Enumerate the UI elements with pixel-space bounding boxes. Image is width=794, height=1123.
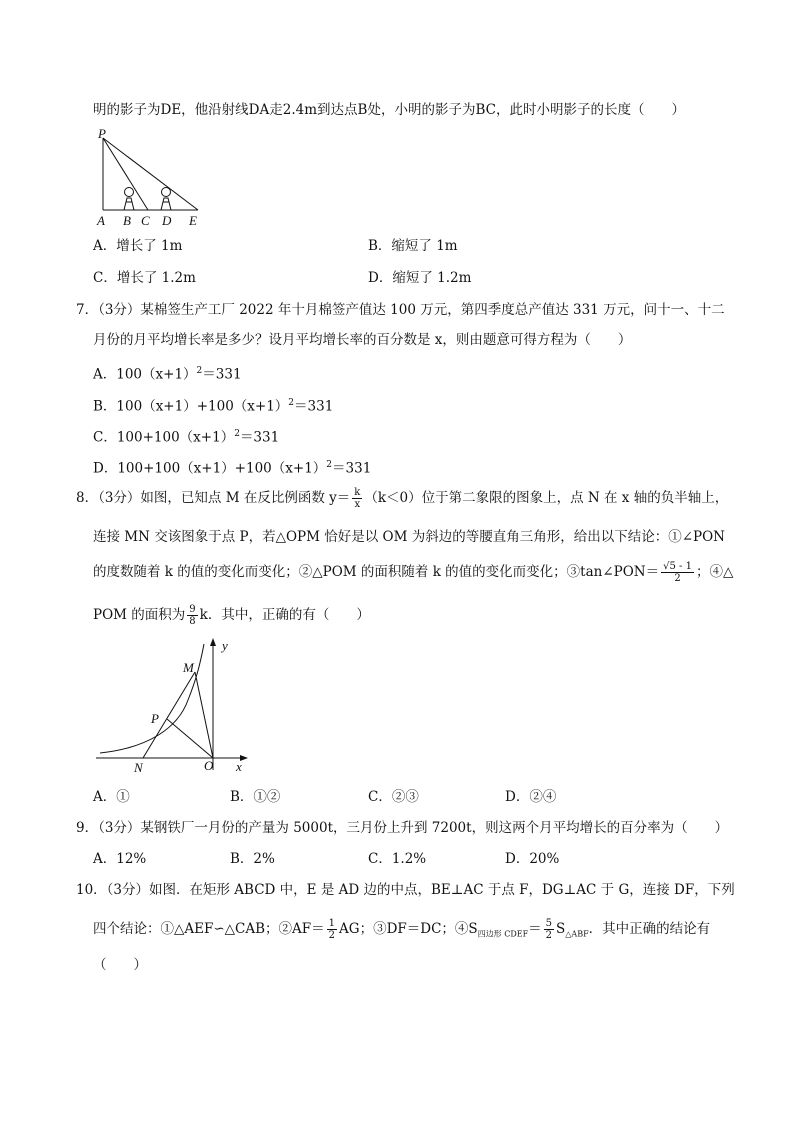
q9-option-b[interactable]: B．2%	[230, 851, 275, 867]
q10-line1: 10．（3分）如图．在矩形 ABCD 中，E 是 AD 边的中点，BE⊥AC 于点 F，DG⊥AC 于 G，连接 DF，下列	[76, 882, 735, 898]
q10-line2: 四个结论：①△AEF∽△CAB；②AF＝ $\frac{1}{2}$ AG；③DF＝DC；$④S_{四边形 CDEF}=$ $\frac{5}{2}$ $S_{\triangle ABF}$．其中正确的结论有	[93, 918, 711, 941]
q6-option-d[interactable]: D．缩短了 1.2m	[368, 270, 472, 286]
fig6-label-B: B	[123, 213, 131, 228]
fig8-label-M: M	[183, 660, 194, 675]
q8-line3: 的度数随着 k 的值的变化而变化；②△POM 的面积随着 k 的值的变化而变化；③tan∠PON＝ $\frac{√5 - 1}{2}$ ；④△	[93, 561, 734, 584]
q6-option-b[interactable]: B．缩短了 1m	[368, 238, 458, 254]
q8-option-d[interactable]: D．②④	[505, 789, 557, 805]
q6-option-a[interactable]: A．增长了 1m	[93, 238, 183, 254]
frac-9-over-8: $\frac{9}{8}$	[189, 604, 196, 627]
fig8-label-O: O	[204, 758, 214, 773]
fig6-label-A: A	[97, 213, 105, 228]
frac-k-over-x: $\frac{k}{x}$	[354, 487, 361, 510]
fig6-label-C: C	[141, 213, 150, 228]
q9-option-a[interactable]: A．12%	[93, 851, 147, 867]
q7-option-b[interactable]: B．$100(x+1)+100(x+1)^2=331$	[93, 398, 334, 415]
q8-line4: POM 的面积为 $\frac{9}{8}$ k．其中，正确的有（ ）	[93, 604, 370, 627]
fig8-label-P: P	[151, 711, 159, 726]
frac-1-over-2: $\frac{1}{2}$	[328, 918, 336, 941]
q10-line3: （ ）	[93, 957, 147, 973]
q8-figure	[88, 630, 258, 780]
q9-line1: 9．（3分）某钢铁厂一月份的产量为 5000t，三月份上升到 7200t，则这两个月平均增长的百分率为（ ）	[76, 820, 729, 836]
fig8-label-x: x	[236, 759, 242, 774]
q7-line1: 7．（3分）某棉签生产工厂 2022 年十月棉签产值达 100 万元，第四季度总产值达 331 万元，问十一、十二	[76, 302, 725, 318]
q6-option-c[interactable]: C．增长了 1.2m	[93, 270, 196, 286]
q8-option-b[interactable]: B．①②	[230, 789, 281, 805]
frac-sqrt5-minus1-over-2: $\frac{√5 - 1}{2}$	[663, 561, 692, 584]
q8-option-c[interactable]: C．②③	[368, 789, 419, 805]
q8-line1: 8．（3分）如图，已知点 M 在反比例函数 y＝ $\frac{k}{x}$ （k＜0）位于第二象限的图象上，点 N 在 x 轴的负半轴上，	[76, 487, 729, 510]
fig8-label-N: N	[134, 760, 143, 775]
fig6-label-P: P	[98, 128, 106, 141]
q7-line2: 月份的月平均增长率是多少？设月平均增长率的百分数是 x，则由题意可得方程为（ ）	[93, 332, 632, 348]
fig6-label-D: D	[162, 213, 172, 228]
q8-line2: 连接 MN 交该图象于点 P，若△OPM 恰好是以 OM 为斜边的等腰直角三角形，给出以下结论：①∠PON	[93, 529, 725, 545]
q7-option-c[interactable]: C．$100+100(x+1)^2=331$	[93, 429, 280, 446]
q6-stem: 明的影子为DE，他沿射线DA走2.4m到达点B处，小明的影子为BC，此时小明影子的长度（ ）	[93, 102, 685, 118]
frac-5-over-2: $\frac{5}{2}$	[545, 918, 553, 941]
fig8-label-y: y	[222, 638, 228, 653]
q7-option-a[interactable]: A．$100(x+1)^2=331$	[93, 366, 242, 383]
q9-option-d[interactable]: D．20%	[505, 851, 560, 867]
fig6-label-E: E	[189, 213, 197, 228]
q8-option-a[interactable]: A．①	[93, 789, 130, 805]
q7-option-d[interactable]: D．$100+100(x+1)+100(x+1)^2=331$	[93, 460, 372, 477]
q9-option-c[interactable]: C．1.2%	[368, 851, 427, 867]
q6-figure	[90, 128, 210, 228]
